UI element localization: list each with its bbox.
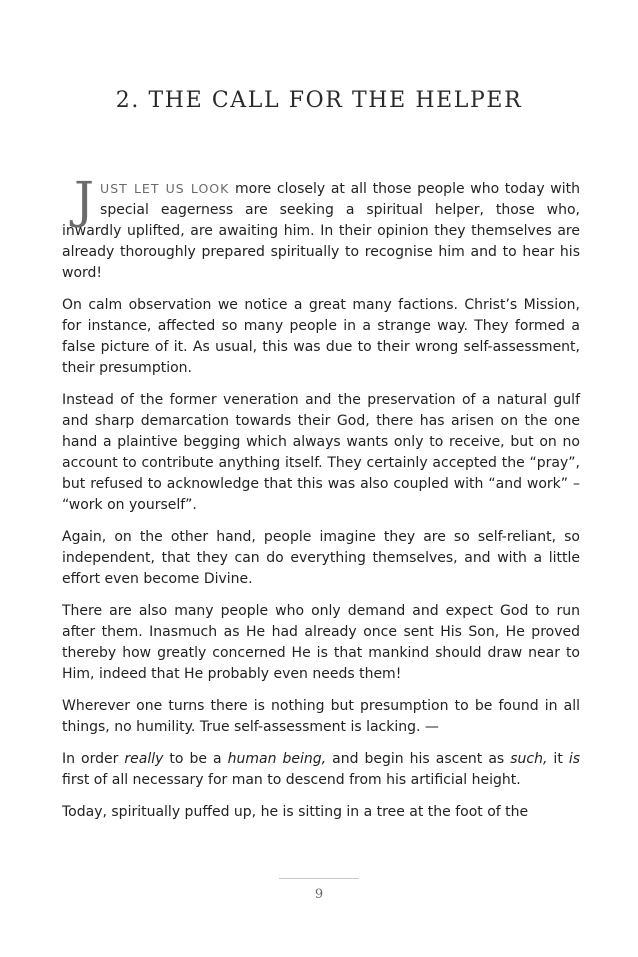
paragraph-7-text-2: to be a <box>163 751 228 767</box>
emphasis-is: is <box>568 751 581 767</box>
page-number: 9 <box>314 887 324 902</box>
chapter-title: 2. THE CALL FOR THE HELPER <box>115 88 523 113</box>
paragraph-7 <box>62 749 580 791</box>
paragraph-8: Today, spiritually puffed up, he is sitting in a tree at the foot of the <box>62 804 529 820</box>
paragraph-3: Instead of the former veneration and the preservation of a natural gulf and sharp demarcation towards their God, there has arisen on the one hand a plaintive begging which always wants only to receive, but on no account to contribute anything itself. They certainly accepted the “pray”, but refused to acknowledge that this was also coupled with “and work” – “work on yourself”. <box>62 392 580 513</box>
paragraph-7-text-3: and begin his ascent as <box>326 751 511 767</box>
emphasis-human-being: human being, <box>227 751 327 767</box>
paragraph-1 <box>62 171 580 284</box>
paragraph-7-text-1: In order <box>62 751 125 767</box>
paragraph-6: Wherever one turns there is nothing but presumption to be found in all things, no humility. True self-assessment is lacking. — <box>62 698 580 735</box>
emphasis-such: such, <box>510 751 548 767</box>
emphasis-really: really <box>124 751 164 767</box>
paragraph-5: There are also many people who only demand and expect God to run after them. Inasmuch as He had already once sent His Son, He proved thereby how greatly concerned He is that mankind should draw near to Him, indeed that He probably even needs them! <box>62 603 580 682</box>
small-caps-lead: UST LET US LOOK <box>100 181 230 196</box>
paragraph-2: On calm observation we notice a great many factions. Christ’s Mission, for instance, affected so many people in a strange way. They formed a false picture of it. As usual, this was due to their wrong self-assessment, their presumption. <box>62 297 580 376</box>
footer-divider <box>279 878 359 879</box>
body-text <box>62 171 581 834</box>
paragraph-4: Again, on the other hand, people imagine they are so self-reliant, so independent, that they can do everything themselves, and with a little effort even become Divine. <box>62 529 580 587</box>
drop-cap: J <box>74 171 95 229</box>
paragraph-7-text-5: first of all necessary for man to descend from his artificial height. <box>62 772 521 788</box>
paragraph-7-text-4: it <box>547 751 569 767</box>
paragraph-1-text: more closely at all those people who today with special eagerness are seeking a spiritual helper, those who, inwardly uplifted, are awaiting him. In their opinion they themselves are already thoroughly prepared spiritually to recognise him and to hear his word! <box>62 181 580 281</box>
